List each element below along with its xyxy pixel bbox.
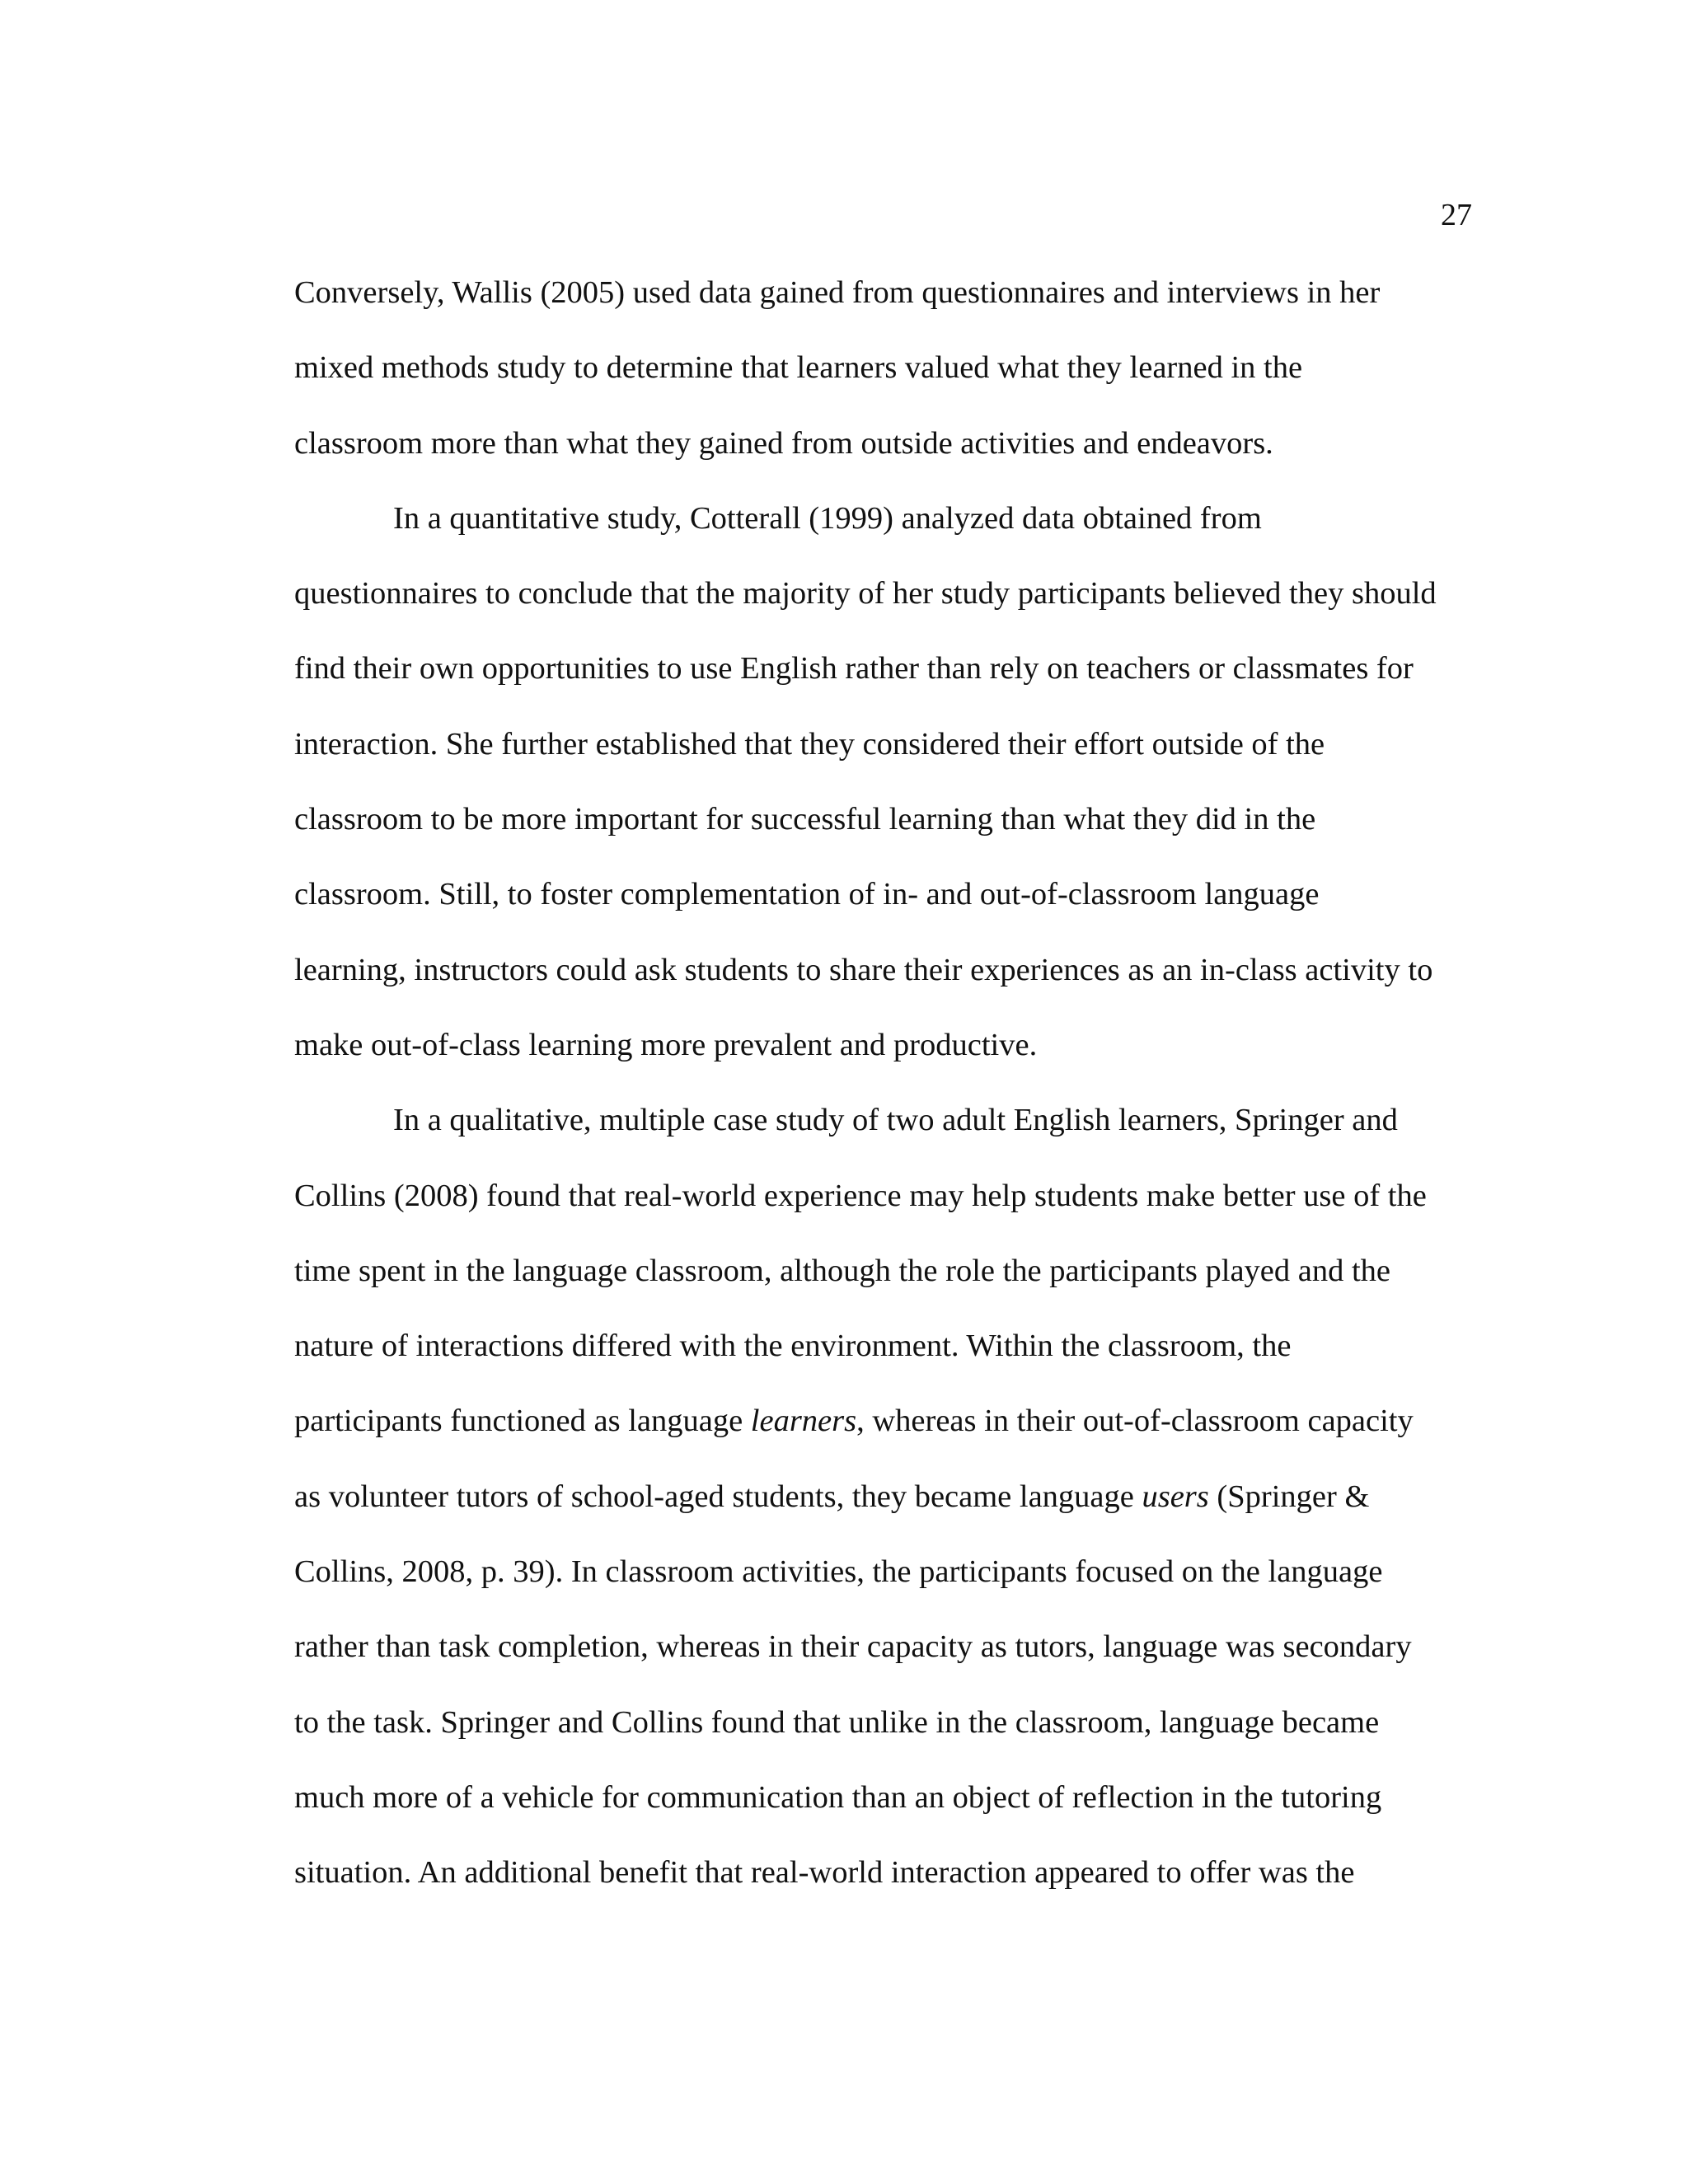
text-line: Conversely, Wallis (2005) used data gained from questionnaires and interviews in her (294, 275, 1381, 310)
text-line: find their own opportunities to use English rather than rely on teachers or classmates for (294, 651, 1414, 687)
text-line: learning, instructors could ask students to share their experiences as an in-class activity to (294, 952, 1433, 987)
text-run: participants functioned as language (294, 1404, 751, 1439)
text-line: classroom. Still, to foster complementation of in- and out-of-classroom language (294, 877, 1320, 912)
text-line: to the task. Springer and Collins found that unlike in the classroom, language became (294, 1704, 1380, 1740)
text-line: time spent in the language classroom, although the role the participants played and the (294, 1253, 1390, 1288)
text-line: rather than task completion, whereas in their capacity as tutors, language was secondary (294, 1629, 1412, 1665)
text-line: interaction. She further established that they considered their effort outside of the (294, 726, 1325, 762)
text-run: (Springer & (1208, 1479, 1370, 1514)
italic-term: users (1142, 1479, 1209, 1514)
text-line: nature of interactions differed with the environment. Within the classroom, the (294, 1329, 1292, 1364)
text-line: questionnaires to conclude that the majority of her study participants believed they should (294, 576, 1437, 612)
text-line: In a quantitative study, Cotterall (1999) analyzed data obtained from (393, 500, 1262, 536)
text-line: Collins, 2008, p. 39). In classroom activities, the participants focused on the language (294, 1554, 1383, 1590)
text-line: much more of a vehicle for communication than an object of reflection in the tutoring (294, 1779, 1382, 1815)
page-number: 27 (1441, 198, 1472, 232)
text-run: , whereas in their out-of-classroom capacity (856, 1404, 1414, 1439)
body-text (294, 255, 1476, 1911)
text-line: In a qualitative, multiple case study of two adult English learners, Springer and (393, 1103, 1398, 1138)
text-line: make out-of-class learning more prevalent and productive. (294, 1027, 1038, 1062)
text-line: classroom more than what they gained from outside activities and endeavors. (294, 425, 1273, 461)
text-line-with-italic (294, 1460, 1476, 1535)
paragraph-2 (294, 481, 1476, 1083)
italic-term: learners (750, 1404, 857, 1439)
paragraph-1 (294, 255, 1476, 481)
text-line: Collins (2008) found that real-world experience may help students make better use of the (294, 1178, 1427, 1213)
paragraph-3 (294, 1083, 1476, 1910)
text-line: mixed methods study to determine that learners valued what they learned in the (294, 350, 1303, 386)
text-line: situation. An additional benefit that real-world interaction appeared to offer was the (294, 1855, 1355, 1891)
text-run: as volunteer tutors of school-aged students, they became language (294, 1479, 1142, 1514)
text-line: classroom to be more important for successful learning than what they did in the (294, 802, 1316, 837)
text-line-with-italic (294, 1384, 1476, 1459)
